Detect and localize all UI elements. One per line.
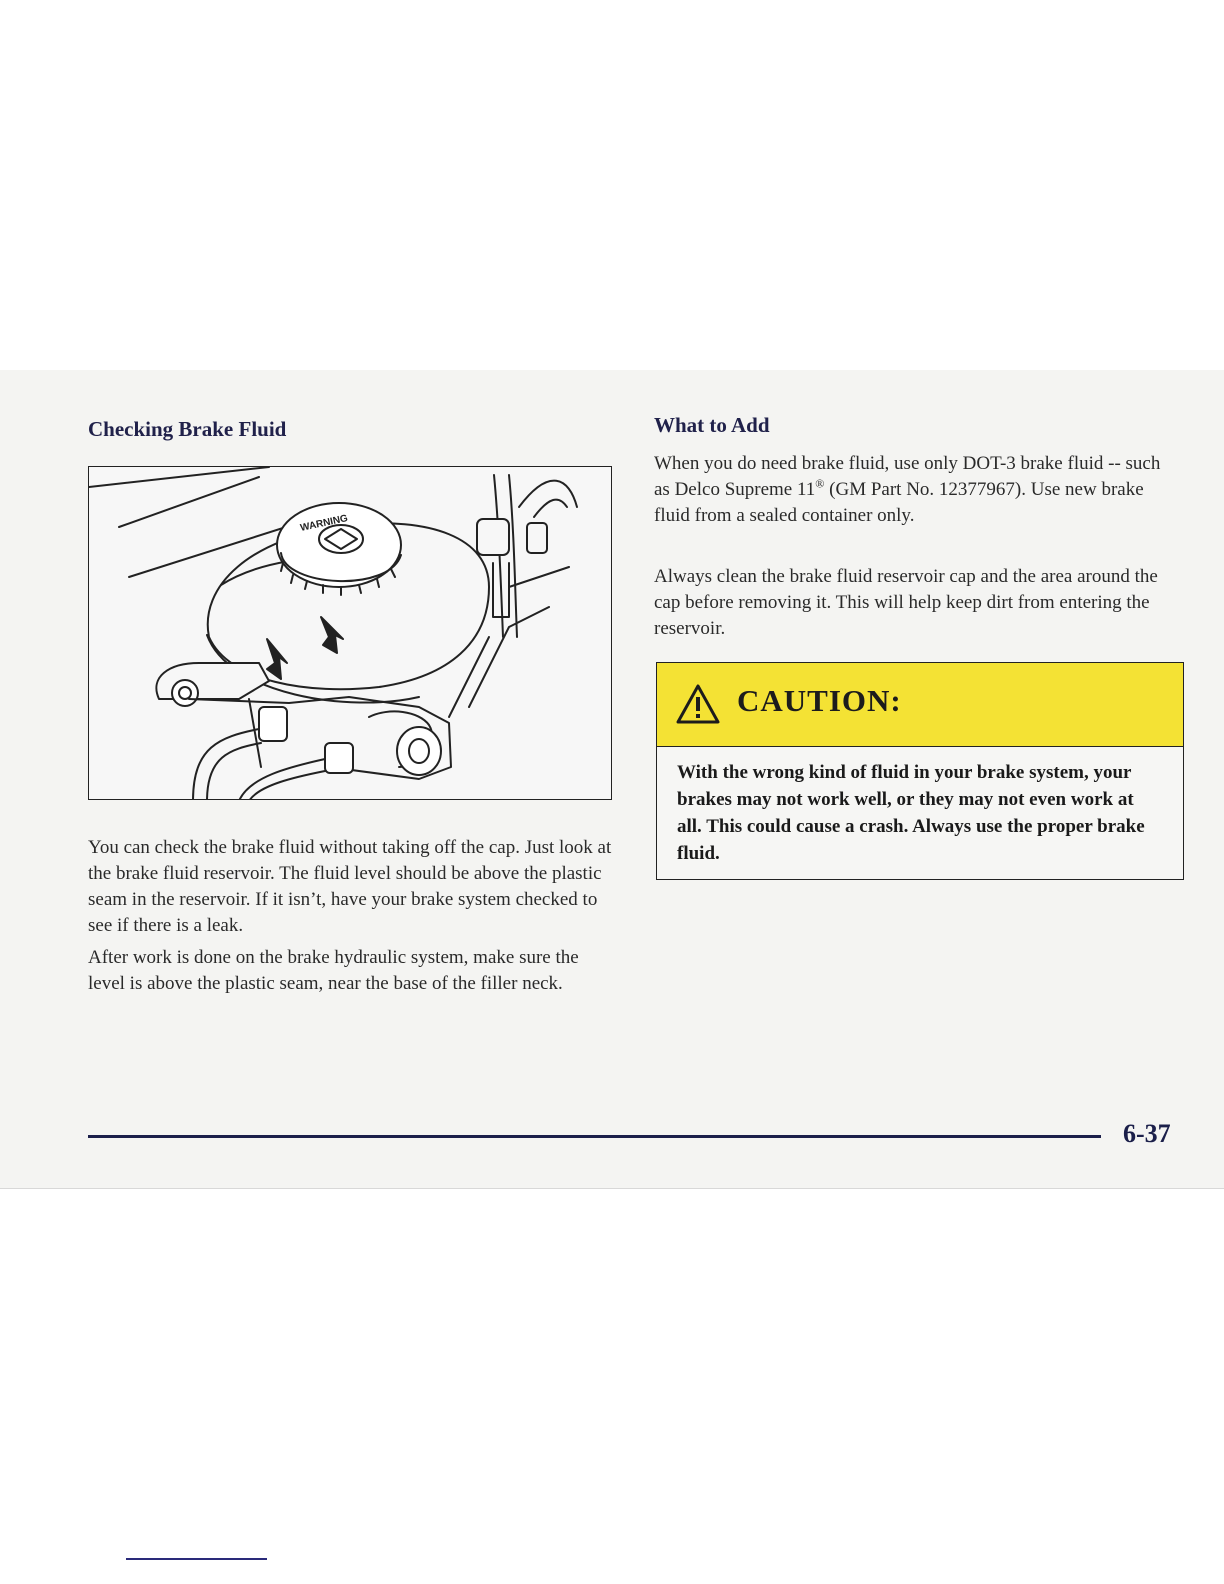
page-number: 6-37 [1123, 1119, 1171, 1148]
warning-triangle-icon [675, 683, 721, 725]
paragraph-1-text-continued: (GM Part No. 12377967). Use new brake fluid from a sealed container only. [654, 479, 1144, 526]
heading-what-to-add: What to Add [654, 413, 770, 437]
caution-box [656, 662, 1184, 880]
bottom-short-rule [126, 1558, 267, 1560]
footer-rule [88, 1135, 1101, 1138]
right-paragraph-2: Always clean the brake fluid reservoir cap and the area around the cap before removing it. This will help keep dirt from entering the reservoir. [654, 566, 1158, 639]
left-paragraph-2: After work is done on the brake hydraulic system, make sure the level is above the plastic seam, near the base of the filler neck. [88, 947, 579, 994]
paragraph-1-text: When you do need brake fluid, use only DOT-3 brake fluid -- such as Delco Supreme 11 [654, 453, 1161, 500]
brake-reservoir-illustration [88, 466, 612, 800]
heading-checking-brake-fluid: Checking Brake Fluid [88, 417, 287, 441]
caution-text: With the wrong kind of fluid in your brake system, your brakes may not work well, or they may not even work at all. This could cause a crash. Always use the proper brake fluid. [677, 762, 1145, 864]
caution-title: CAUTION: [737, 683, 902, 718]
registered-mark: ® [815, 476, 825, 491]
right-paragraph-1 [654, 451, 1164, 529]
caution-banner [657, 663, 1183, 747]
cap-warning-lettering: WARNING [299, 513, 349, 534]
left-paragraph-1: You can check the brake fluid without taking off the cap. Just look at the brake fluid reservoir. The fluid level should be above the plastic seam in the reservoir. If it isn’t, have your brake system checked to see if there is a leak. [88, 837, 612, 936]
